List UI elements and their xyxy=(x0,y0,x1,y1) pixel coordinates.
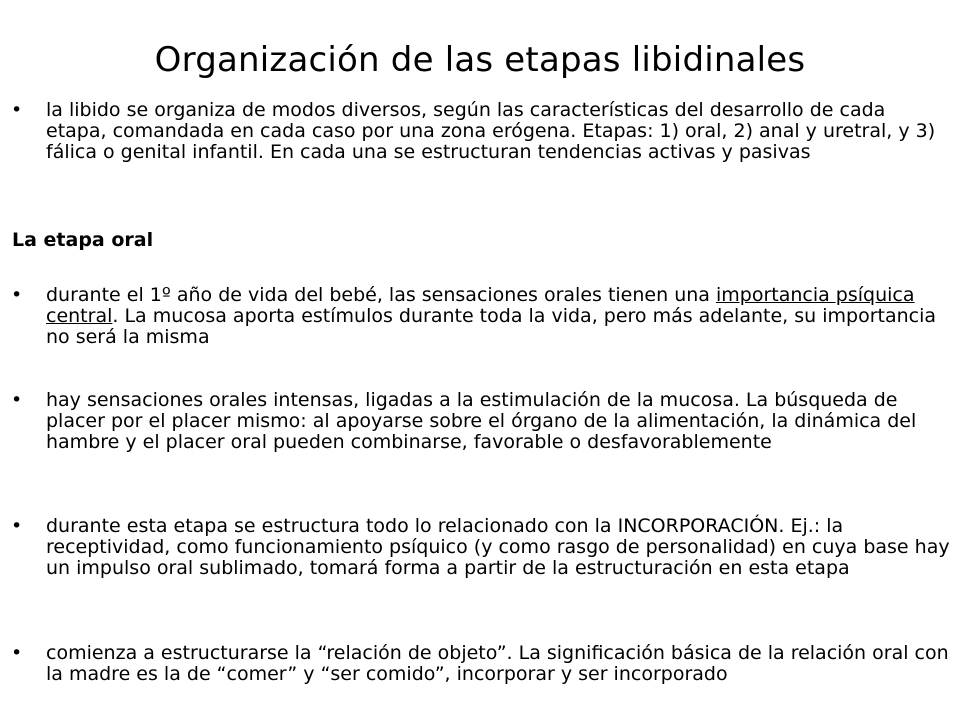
bullet-marker: • xyxy=(11,284,23,306)
bullet-marker: • xyxy=(11,99,23,121)
bullet-item-3: durante esta etapa se estructura todo lo relacionado con la INCORPORACIÓN. Ej.: la receptividad, como funcionamiento psíquico (y como rasgo de personalidad) en cuya base hay un impulso oral sublimado, tomará forma a partir de la estructuración en esta etapa xyxy=(46,515,950,579)
section-heading: La etapa oral xyxy=(12,229,154,251)
bullet-item-1 xyxy=(46,285,951,348)
bullet-item-1-underlined: importancia psíquica central xyxy=(46,284,915,327)
page-title: Organización de las etapas libidinales xyxy=(154,40,806,80)
bullet-marker: • xyxy=(11,515,23,537)
bullet-item-1-text-after: . La mucosa aporta estímulos durante toda la vida, pero más adelante, su importancia no será la misma xyxy=(46,305,937,348)
bullet-item-2: hay sensaciones orales intensas, ligadas a la estimulación de la mucosa. La búsqueda de placer por el placer mismo: al apoyarse sobre el órgano de la alimentación, la dinámica del hambre y el placer oral pueden combinarse, favorable o desfavorablemente xyxy=(46,389,917,453)
bullet-item-4: comienza a estructurarse la “relación de objeto”. La significación básica de la relación oral con la madre es la de “comer” y “ser comido”, incorporar y ser incorporado xyxy=(46,642,949,685)
intro-paragraph: la libido se organiza de modos diversos, según las características del desarrollo de cada etapa, comandada en cada caso por una zona erógena. Etapas: 1) oral, 2) anal y uretral, y 3) fálica o genital infantil. En cada una se estructuran tendencias activas y pasivas xyxy=(46,99,936,163)
bullet-item-1-text-before: durante el 1º año de vida del bebé, las sensaciones orales tienen una xyxy=(46,284,716,306)
bullet-marker: • xyxy=(11,389,23,411)
bullet-marker: • xyxy=(11,642,23,664)
